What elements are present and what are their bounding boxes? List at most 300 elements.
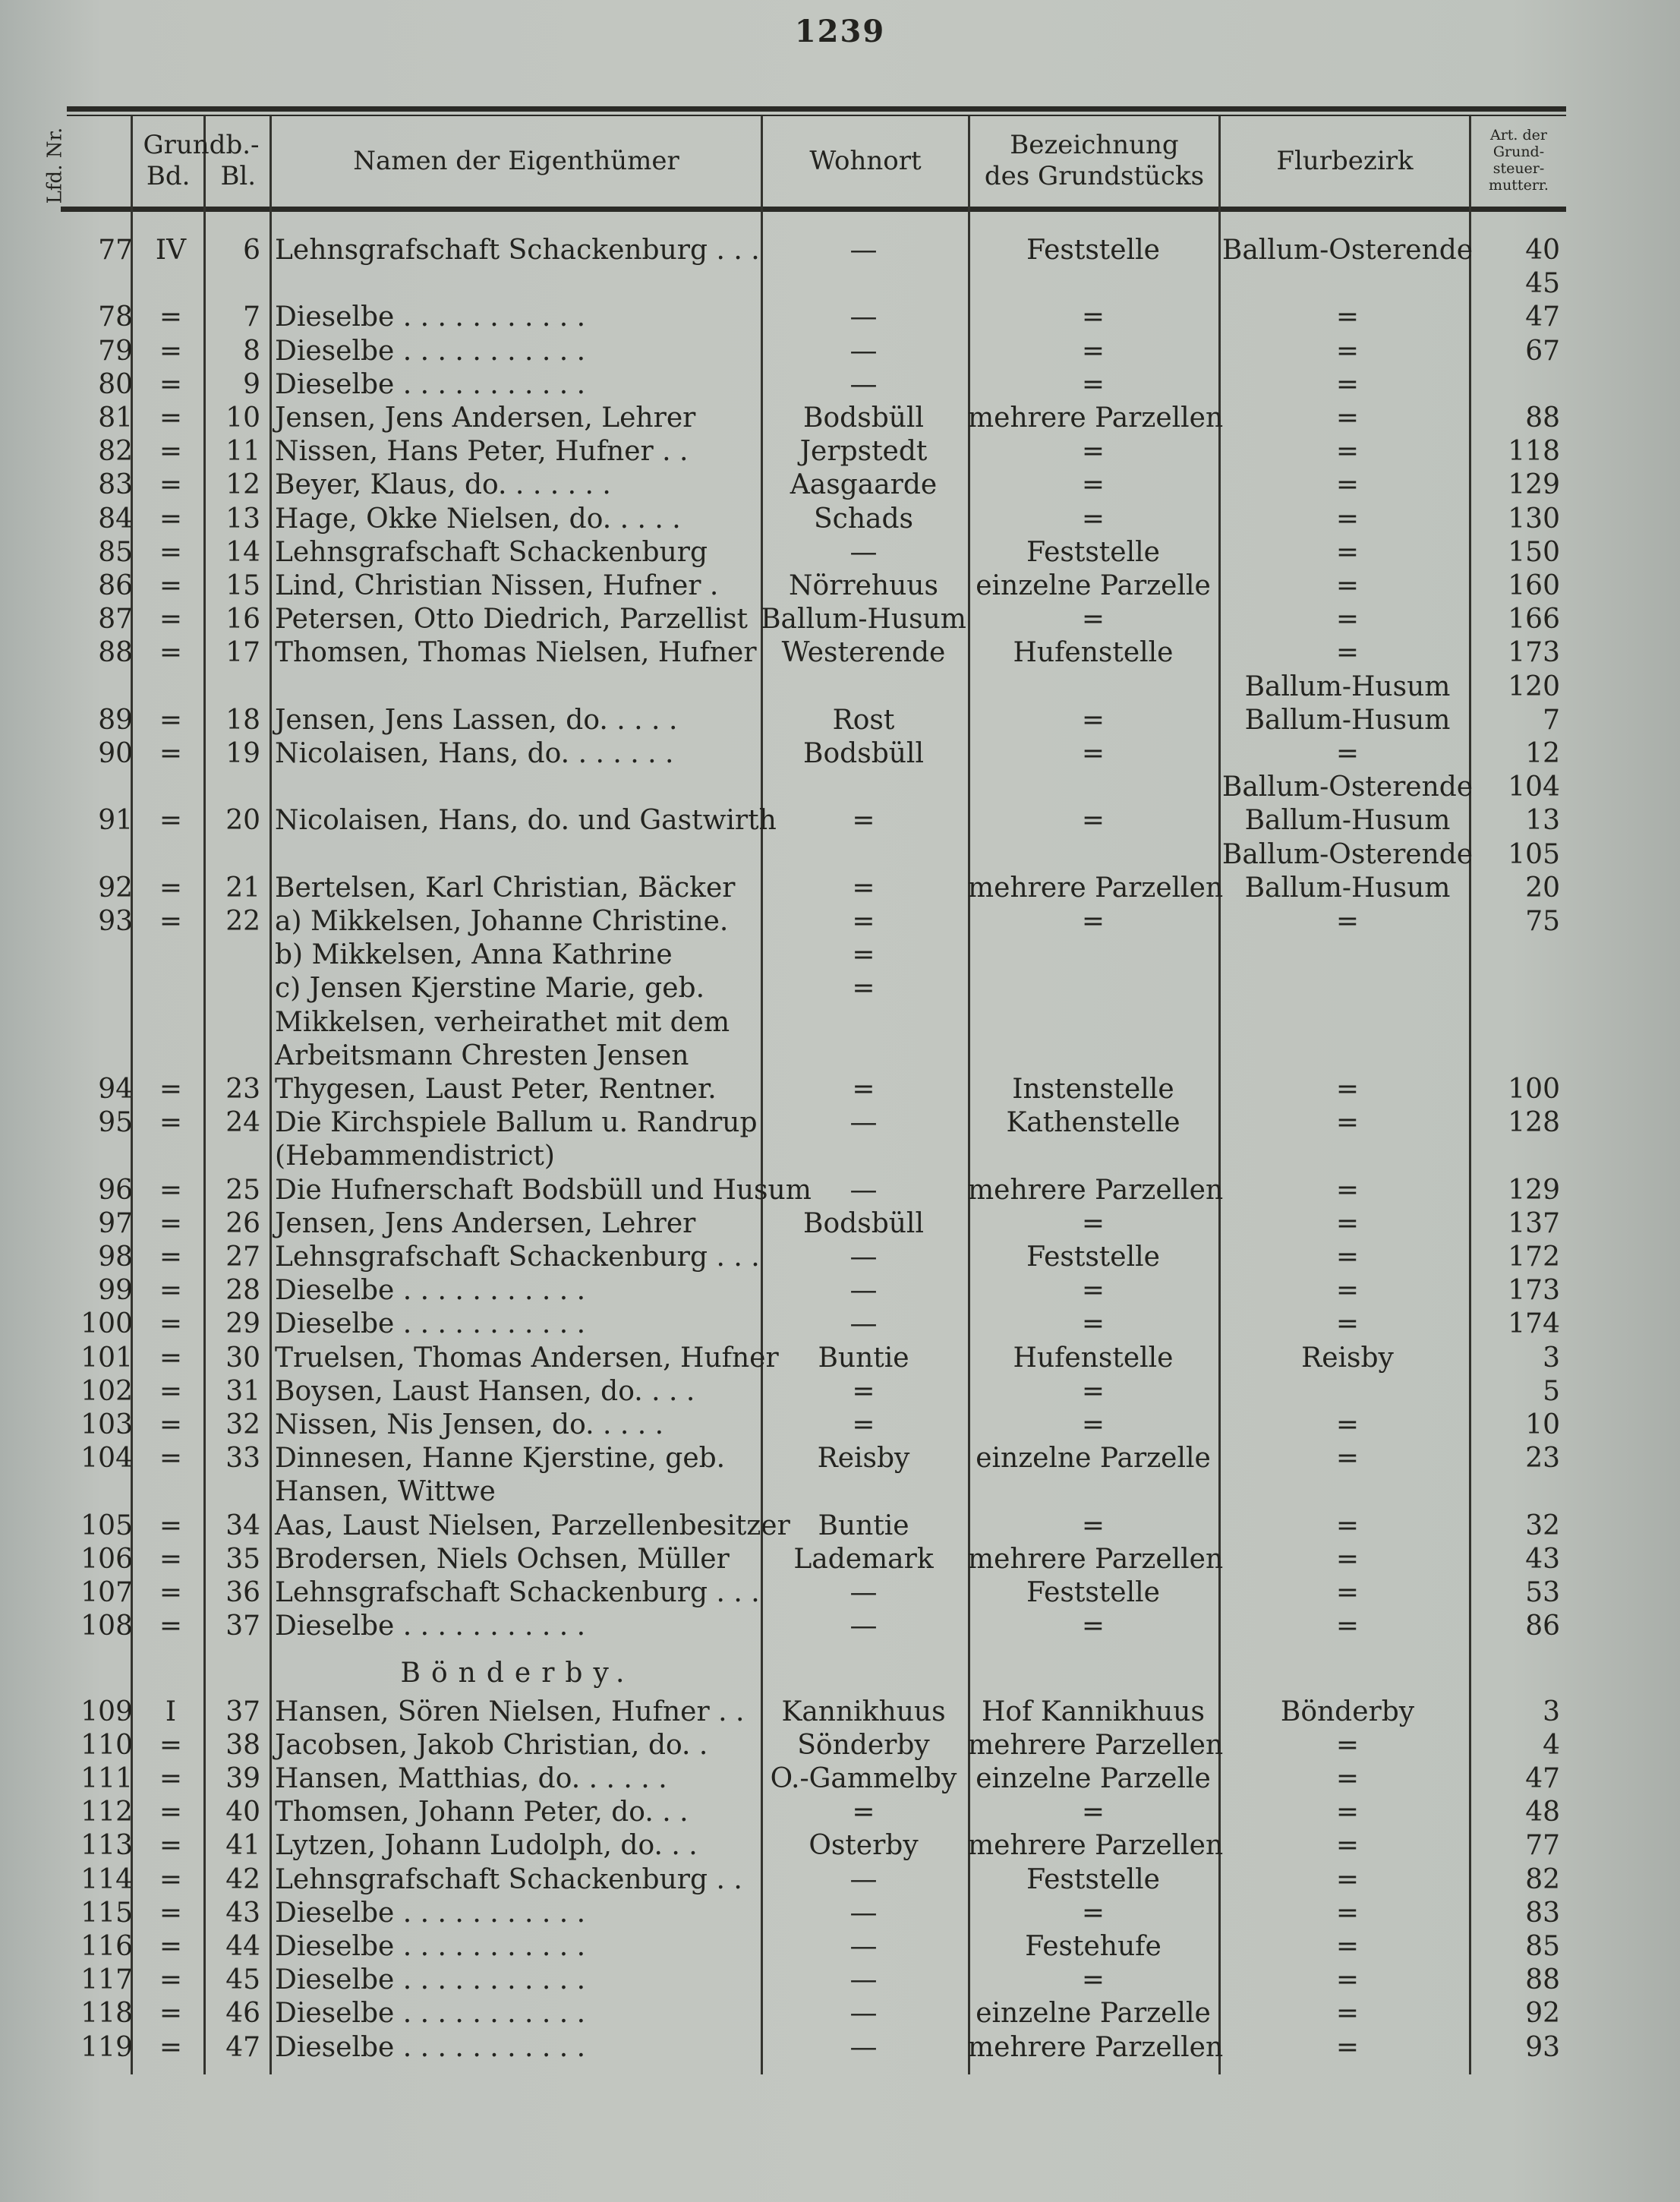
artikel-nummer: 45	[1525, 268, 1560, 300]
table-row	[0, 335, 1680, 368]
row-number: 91	[98, 805, 133, 837]
row-number: 85	[98, 536, 133, 568]
row-number: 116	[80, 1931, 133, 1962]
artikel-nummer: 75	[1525, 906, 1560, 937]
header-art	[1471, 115, 1566, 207]
grundstueck-bezeichnung: =	[1081, 1308, 1105, 1340]
flurbezirk: Ballum-Husum	[1244, 805, 1451, 837]
grundbuch-band: =	[159, 1241, 183, 1273]
wohnort: =	[852, 1375, 875, 1407]
row-number: 82	[98, 436, 133, 468]
table-row	[0, 1997, 1680, 2030]
header-namen: Namen der Eigenthümer	[353, 145, 679, 176]
artikel-nummer	[1477, 939, 1560, 972]
artikel-nummer: 40	[1525, 235, 1560, 266]
owner-name: Lehnsgrafschaft Schackenburg . .	[275, 1863, 742, 1895]
grundstueck-bezeichnung: mehrere Parzellen	[968, 1729, 1224, 1761]
grundbuch-band: =	[159, 1610, 183, 1642]
grundbuch-blatt: 7	[243, 301, 260, 333]
grundstueck-bezeichnung	[968, 972, 1218, 1005]
grundstueck-bezeichnung: =	[1081, 1797, 1105, 1828]
grundstueck-bezeichnung: einzelne Parzelle	[976, 1443, 1211, 1475]
grundbuch-band	[144, 1039, 197, 1073]
wohnort: —	[849, 1577, 878, 1608]
grundbuch-blatt: 28	[225, 1275, 260, 1307]
owner-name: a) Mikkelsen, Johanne Christine.	[275, 906, 729, 937]
artikel-nummer: 100	[1508, 1074, 1560, 1105]
flurbezirk: =	[1335, 1275, 1360, 1307]
grundbuch-band: =	[159, 1964, 183, 1996]
table-row	[0, 905, 1680, 939]
grundbuch-band: =	[159, 1577, 183, 1608]
header-rule	[61, 207, 1566, 212]
table-row	[0, 1174, 1680, 1207]
wohnort: Osterby	[808, 1830, 919, 1862]
flurbezirk	[1218, 267, 1477, 301]
row-number: 97	[98, 1207, 133, 1239]
row-number	[72, 267, 133, 301]
owner-name: (Hebammendistrict)	[275, 1140, 555, 1172]
grundbuch-blatt: 42	[225, 1863, 260, 1895]
grundbuch-blatt: 21	[225, 872, 260, 904]
grundbuch-band: =	[159, 436, 183, 468]
grundbuch-band	[144, 771, 197, 804]
grundstueck-bezeichnung: =	[1081, 704, 1105, 736]
flurbezirk: =	[1335, 1729, 1360, 1761]
flurbezirk: =	[1335, 1510, 1360, 1541]
flurbezirk: =	[1335, 637, 1360, 669]
grundstueck-bezeichnung: mehrere Parzellen	[968, 1543, 1224, 1575]
grundbuch-band: =	[159, 1375, 183, 1407]
grundbuch-band: =	[159, 2031, 183, 2063]
wohnort	[759, 1140, 968, 1173]
table-row	[0, 267, 1680, 301]
grundstueck-bezeichnung: mehrere Parzellen	[968, 1174, 1224, 1206]
artikel-nummer	[1477, 1475, 1560, 1509]
grundbuch-blatt: 16	[225, 604, 260, 636]
wohnort: Bodsbüll	[803, 738, 924, 769]
artikel-nummer: 173	[1508, 1275, 1560, 1307]
owner-name	[275, 267, 761, 301]
flurbezirk: Ballum-Husum	[1244, 704, 1451, 736]
row-number: 99	[98, 1275, 133, 1307]
flurbezirk: =	[1335, 1074, 1360, 1105]
flurbezirk: =	[1335, 738, 1360, 769]
artikel-nummer: 20	[1525, 872, 1560, 904]
artikel-nummer: 82	[1525, 1863, 1560, 1895]
row-number: 108	[80, 1610, 133, 1642]
flurbezirk	[1218, 1375, 1477, 1409]
grundstueck-bezeichnung: =	[1081, 368, 1105, 400]
wohnort: —	[849, 1275, 878, 1307]
table-row	[0, 1442, 1680, 1475]
row-number	[72, 1006, 133, 1039]
row-number: 87	[98, 604, 133, 636]
table-row	[0, 1308, 1680, 1341]
owner-name: Nicolaisen, Hans, do. . . . . . .	[275, 738, 674, 769]
owner-name: Lehnsgrafschaft Schackenburg . . .	[275, 1241, 760, 1273]
grundbuch-band: =	[159, 704, 183, 736]
grundbuch-band: =	[159, 503, 183, 535]
flurbezirk: Ballum-Husum	[1244, 670, 1451, 702]
row-number: 78	[98, 301, 133, 333]
grundbuch-blatt: 25	[225, 1174, 260, 1206]
grundstueck-bezeichnung: Hufenstelle	[1013, 637, 1174, 669]
artikel-nummer: 43	[1525, 1543, 1560, 1575]
wohnort: Rost	[832, 704, 895, 736]
wohnort	[759, 838, 968, 872]
wohnort: —	[849, 301, 878, 333]
flurbezirk: =	[1335, 536, 1360, 568]
wohnort: Kannikhuus	[781, 1696, 946, 1727]
table-row	[0, 1576, 1680, 1610]
table-row	[0, 1106, 1680, 1140]
header-bd: Bd.	[146, 161, 191, 191]
owner-name: Jacobsen, Jakob Christian, do. .	[275, 1729, 708, 1761]
flurbezirk: =	[1335, 1763, 1360, 1794]
row-number: 114	[80, 1863, 133, 1895]
artikel-nummer	[1477, 972, 1560, 1005]
grundbuch-blatt: 27	[225, 1241, 260, 1273]
flurbezirk: =	[1335, 1998, 1360, 2030]
table-row	[0, 1696, 1680, 1729]
header-art-line3: steuer-	[1492, 160, 1545, 177]
header-lfd-nr: Lfd. Nr.	[43, 127, 66, 203]
grundstueck-bezeichnung: =	[1081, 604, 1105, 636]
owner-name: c) Jensen Kjerstine Marie, geb.	[275, 973, 705, 1005]
grundstueck-bezeichnung: Feststelle	[1026, 536, 1160, 568]
grundbuch-blatt: 39	[225, 1763, 260, 1794]
grundbuch-blatt: 17	[225, 637, 260, 669]
grundbuch-band: =	[159, 604, 183, 636]
table-row	[0, 1930, 1680, 1964]
row-number: 81	[98, 402, 133, 434]
grundstueck-bezeichnung	[968, 267, 1218, 301]
table-row	[0, 1829, 1680, 1863]
flurbezirk: =	[1335, 301, 1360, 333]
wohnort: Ballum-Husum	[761, 604, 966, 636]
flurbezirk	[1218, 1475, 1477, 1509]
artikel-nummer: 48	[1525, 1797, 1560, 1828]
wohnort: Buntie	[818, 1510, 909, 1541]
artikel-nummer: 12	[1525, 738, 1560, 769]
owner-name: Dieselbe . . . . . . . . . . .	[275, 1275, 586, 1307]
owner-name: Die Kirchspiele Ballum u. Randrup	[275, 1107, 758, 1139]
row-number	[72, 670, 133, 704]
grundbuch-band: =	[159, 1275, 183, 1307]
wohnort: —	[849, 1897, 878, 1929]
artikel-nummer: 3	[1543, 1696, 1560, 1727]
row-number: 102	[80, 1375, 133, 1407]
grundbuch-blatt: 11	[225, 436, 260, 468]
row-number: 90	[98, 738, 133, 769]
flurbezirk: =	[1335, 1610, 1360, 1642]
table-row	[0, 1039, 1680, 1073]
grundbuch-band: =	[159, 1830, 183, 1862]
wohnort: —	[849, 536, 878, 568]
wohnort: Lademark	[793, 1543, 934, 1575]
owner-name: Dieselbe . . . . . . . . . . .	[275, 2031, 586, 2063]
section-title: Bönderby.	[400, 1658, 635, 1689]
grundbuch-blatt	[203, 1475, 260, 1509]
grundstueck-bezeichnung: =	[1081, 1409, 1105, 1440]
artikel-nummer: 166	[1508, 604, 1560, 636]
grundstueck-bezeichnung: =	[1081, 1275, 1105, 1307]
table-row	[0, 1863, 1680, 1897]
artikel-nummer: 129	[1508, 1174, 1560, 1206]
flurbezirk: =	[1335, 1308, 1360, 1340]
grundstueck-bezeichnung: mehrere Parzellen	[968, 872, 1224, 904]
grundbuch-blatt	[203, 939, 260, 972]
table-row	[0, 670, 1680, 704]
grundbuch-blatt: 20	[225, 805, 260, 837]
owner-name: Lehnsgrafschaft Schackenburg	[275, 536, 708, 568]
row-number	[72, 1039, 133, 1073]
table-row	[0, 1510, 1680, 1543]
grundbuch-blatt: 29	[225, 1308, 260, 1340]
flurbezirk: =	[1335, 604, 1360, 636]
grundbuch-blatt: 18	[225, 704, 260, 736]
header-bezeichnung	[970, 115, 1218, 207]
table-row	[0, 939, 1680, 972]
row-number: 118	[80, 1998, 133, 2030]
artikel-nummer: 4	[1543, 1729, 1560, 1761]
table-row	[0, 569, 1680, 603]
grundbuch-band	[144, 972, 197, 1005]
header-grundbuch	[133, 115, 269, 207]
page-number: 1239	[794, 14, 886, 49]
owner-name: Hage, Okke Nielsen, do. . . . .	[275, 503, 681, 535]
artikel-nummer: 85	[1525, 1931, 1560, 1962]
wohnort: Bodsbüll	[803, 1207, 924, 1239]
grundstueck-bezeichnung	[968, 1006, 1218, 1039]
row-number: 107	[80, 1577, 133, 1608]
row-number: 80	[98, 368, 133, 400]
row-number	[72, 1140, 133, 1173]
wohnort: —	[849, 1931, 878, 1962]
flurbezirk: =	[1335, 402, 1360, 434]
wohnort: —	[849, 368, 878, 400]
grundbuch-band: =	[159, 906, 183, 937]
flurbezirk: =	[1335, 335, 1360, 367]
header-bezeichnung-line1: Bezeichnung	[1010, 130, 1179, 161]
grundbuch-blatt: 43	[225, 1897, 260, 1929]
grundbuch-band: =	[159, 1409, 183, 1440]
owner-name: Dieselbe . . . . . . . . . . .	[275, 1610, 586, 1642]
artikel-nummer	[1477, 1039, 1560, 1073]
row-number: 94	[98, 1074, 133, 1105]
owner-name: Dieselbe . . . . . . . . . . .	[275, 1964, 586, 1996]
grundstueck-bezeichnung: =	[1081, 906, 1105, 937]
grundbuch-blatt	[203, 1039, 260, 1073]
owner-name: Dieselbe . . . . . . . . . . .	[275, 335, 586, 367]
grundbuch-blatt	[203, 972, 260, 1005]
grundbuch-band: =	[159, 1308, 183, 1340]
table-row	[0, 1475, 1680, 1509]
artikel-nummer: 83	[1525, 1897, 1560, 1929]
artikel-nummer: 173	[1508, 637, 1560, 669]
artikel-nummer: 172	[1508, 1241, 1560, 1273]
table-row	[0, 1729, 1680, 1762]
artikel-nummer	[1477, 1006, 1560, 1039]
grundbuch-band: =	[159, 1443, 183, 1475]
grundbuch-blatt: 33	[225, 1443, 260, 1475]
grundbuch-blatt: 24	[225, 1107, 260, 1139]
table-row	[0, 603, 1680, 636]
grundbuch-blatt: 15	[225, 570, 260, 601]
flurbezirk: Bönderby	[1280, 1696, 1415, 1727]
grundbuch-blatt: 35	[225, 1543, 260, 1575]
wohnort: —	[849, 2031, 878, 2063]
wohnort: Aasgaarde	[790, 469, 938, 501]
table-row	[0, 402, 1680, 435]
row-number	[72, 972, 133, 1005]
table-row	[0, 1796, 1680, 1829]
owner-name: Thomsen, Johann Peter, do. . .	[275, 1797, 689, 1828]
grundstueck-bezeichnung: =	[1081, 805, 1105, 837]
owner-name: Lehnsgrafschaft Schackenburg . . .	[275, 1577, 760, 1608]
grundstueck-bezeichnung	[968, 771, 1218, 804]
wohnort: =	[852, 805, 875, 837]
flurbezirk: =	[1335, 1577, 1360, 1608]
owner-name	[275, 670, 761, 704]
grundstueck-bezeichnung: einzelne Parzelle	[976, 1763, 1211, 1794]
flurbezirk: =	[1335, 906, 1360, 937]
grundstueck-bezeichnung: =	[1081, 1375, 1105, 1407]
row-number: 83	[98, 469, 133, 501]
wohnort: —	[849, 1998, 878, 2030]
table-row	[0, 1241, 1680, 1274]
grundbuch-band: =	[159, 738, 183, 769]
table-row	[0, 435, 1680, 468]
owner-name: Beyer, Klaus, do. . . . . . .	[275, 469, 611, 501]
grundbuch-band: =	[159, 1897, 183, 1929]
owner-name: Truelsen, Thomas Andersen, Hufner	[275, 1342, 779, 1374]
grundstueck-bezeichnung: mehrere Parzellen	[968, 2031, 1224, 2063]
table-row	[0, 1006, 1680, 1039]
grundbuch-band: =	[159, 1863, 183, 1895]
flurbezirk: =	[1335, 1863, 1360, 1895]
grundstueck-bezeichnung	[968, 838, 1218, 872]
flurbezirk	[1218, 939, 1477, 972]
flurbezirk: Ballum-Osterende	[1221, 771, 1474, 803]
row-number: 119	[80, 2031, 133, 2063]
artikel-nummer: 118	[1508, 436, 1560, 468]
grundbuch-band: =	[159, 1763, 183, 1794]
flurbezirk: =	[1335, 1207, 1360, 1239]
row-number: 96	[98, 1174, 133, 1206]
grundstueck-bezeichnung: einzelne Parzelle	[976, 1998, 1211, 2030]
row-number: 98	[98, 1241, 133, 1273]
grundbuch-band: =	[159, 1931, 183, 1962]
flurbezirk: =	[1335, 1797, 1360, 1828]
owner-name: Brodersen, Niels Ochsen, Müller	[275, 1543, 730, 1575]
owner-name: Nissen, Nis Jensen, do. . . . .	[275, 1409, 664, 1440]
flurbezirk: =	[1335, 1897, 1360, 1929]
row-number	[72, 838, 133, 872]
grundbuch-band: =	[159, 469, 183, 501]
grundbuch-blatt: 12	[225, 469, 260, 501]
wohnort: =	[852, 872, 875, 904]
owner-name	[275, 838, 761, 872]
row-number	[72, 939, 133, 972]
header-flurbezirk: Flurbezirk	[1276, 145, 1414, 176]
grundstueck-bezeichnung: =	[1081, 503, 1105, 535]
owner-name: Jensen, Jens Andersen, Lehrer	[275, 402, 696, 434]
grundstueck-bezeichnung: =	[1081, 1207, 1105, 1239]
table-row	[0, 1762, 1680, 1796]
grundstueck-bezeichnung: =	[1081, 1897, 1105, 1929]
grundbuch-blatt	[203, 1006, 260, 1039]
grundstueck-bezeichnung	[968, 939, 1218, 972]
wohnort: Schads	[814, 503, 913, 535]
grundstueck-bezeichnung: Hof Kannikhuus	[982, 1696, 1205, 1727]
flurbezirk: =	[1335, 1409, 1360, 1440]
wohnort: O.-Gammelby	[770, 1763, 957, 1794]
flurbezirk: =	[1335, 1241, 1360, 1273]
owner-name: Lehnsgrafschaft Schackenburg . . .	[275, 235, 760, 266]
grundbuch-blatt: 44	[225, 1931, 260, 1962]
grundbuch-band: I	[165, 1696, 177, 1727]
grundstueck-bezeichnung: Festehufe	[1025, 1931, 1162, 1962]
grundstueck-bezeichnung: =	[1081, 335, 1105, 367]
grundbuch-band: =	[159, 872, 183, 904]
row-number: 89	[98, 704, 133, 736]
table-row	[0, 804, 1680, 838]
grundbuch-band: =	[159, 368, 183, 400]
artikel-nummer: 47	[1525, 301, 1560, 333]
grundstueck-bezeichnung	[968, 670, 1218, 704]
grundstueck-bezeichnung: Kathenstelle	[1006, 1107, 1180, 1139]
grundbuch-blatt	[203, 670, 260, 704]
row-number: 88	[98, 637, 133, 669]
table-row	[0, 1409, 1680, 1442]
row-number	[72, 1475, 133, 1509]
header-wohnort: Wohnort	[809, 145, 922, 176]
row-number: 104	[80, 1443, 133, 1475]
wohnort: Reisby	[817, 1443, 910, 1475]
table-row	[0, 972, 1680, 1005]
table-row	[0, 1543, 1680, 1576]
artikel-nummer: 7	[1543, 704, 1560, 736]
grundstueck-bezeichnung	[968, 1140, 1218, 1173]
grundbuch-blatt: 23	[225, 1074, 260, 1105]
table-row	[0, 468, 1680, 502]
grundbuch-band: =	[159, 570, 183, 601]
flurbezirk: =	[1335, 1830, 1360, 1862]
grundstueck-bezeichnung: Feststelle	[1026, 1577, 1160, 1608]
artikel-nummer: 150	[1508, 536, 1560, 568]
table-row	[0, 737, 1680, 771]
grundbuch-blatt: 19	[225, 738, 260, 769]
grundbuch-blatt: 46	[225, 1998, 260, 2030]
flurbezirk: =	[1335, 2031, 1360, 2063]
artikel-nummer: 23	[1525, 1443, 1560, 1475]
artikel-nummer: 130	[1508, 503, 1560, 535]
artikel-nummer: 104	[1508, 771, 1560, 803]
grundstueck-bezeichnung: mehrere Parzellen	[968, 1830, 1224, 1862]
grundstueck-bezeichnung: =	[1081, 1964, 1105, 1996]
grundbuch-blatt: 36	[225, 1577, 260, 1608]
artikel-nummer: 13	[1525, 805, 1560, 837]
flurbezirk	[1218, 972, 1477, 1005]
grundbuch-blatt: 34	[225, 1510, 260, 1541]
wohnort: —	[849, 1174, 878, 1206]
grundstueck-bezeichnung: einzelne Parzelle	[976, 570, 1211, 601]
wohnort: —	[849, 1308, 878, 1340]
owner-name: b) Mikkelsen, Anna Kathrine	[275, 939, 673, 971]
grundstueck-bezeichnung: Feststelle	[1026, 1863, 1160, 1895]
